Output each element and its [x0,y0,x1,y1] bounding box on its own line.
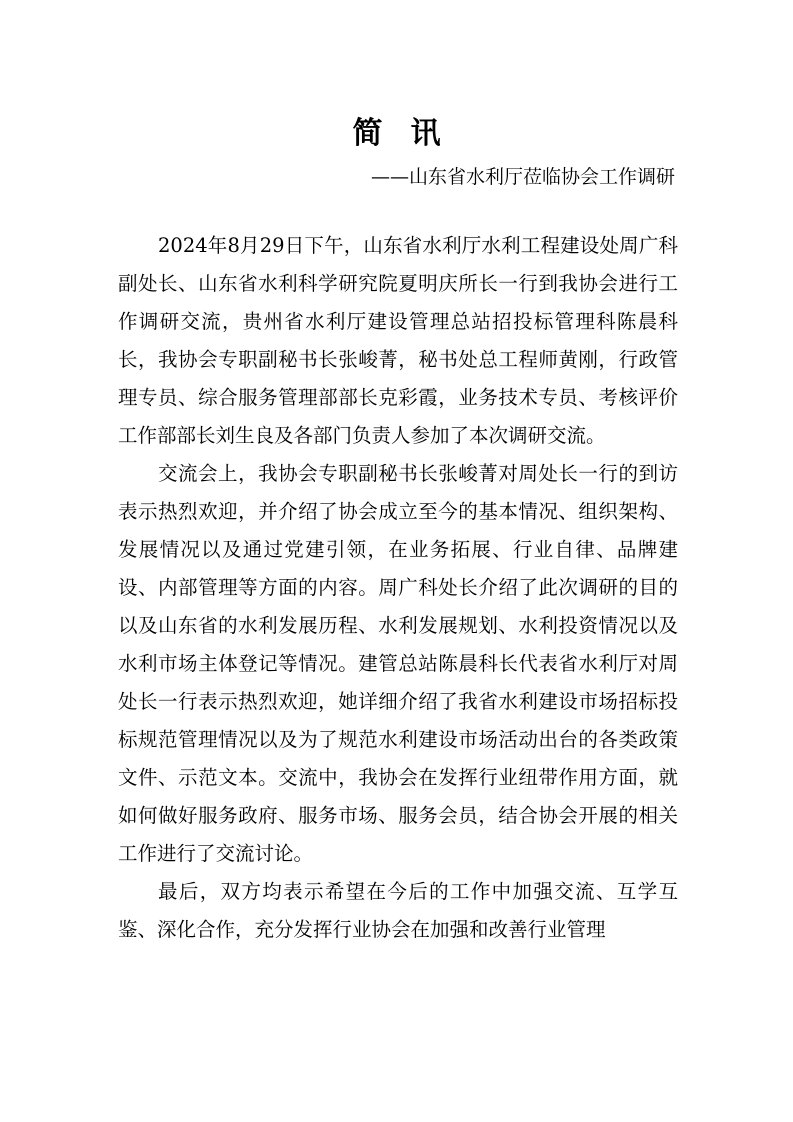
document-body [118,227,678,949]
document-title: 简讯 [352,116,469,151]
document-subtitle: ——山东省水利厅莅临协会工作调研 [370,166,675,188]
paragraph-1: 2024年8月29日下午，山东省水利厅水利工程建设处周广科副处长、山东省水利科学研究院夏明庆所长一行到我协会进行工作调研交流，贵州省水利厅建设管理总站招投标管理科陈晨科长，我协会专职副秘书长张峻菁，秘书处总工程师黄刚，行政管理专员、综合服务管理部部长克彩霞，业务技术专员、考核评价工作部部长刘生良及各部门负责人参加了本次调研交流。 [118,234,678,447]
paragraph-2: 交流会上，我协会专职副秘书长张峻菁对周处长一行的到访表示热烈欢迎，并介绍了协会成立至今的基本情况、组织架构、发展情况以及通过党建引领，在业务拓展、行业自律、品牌建设、内部管理等方面的内容。周广科处长介绍了此次调研的目的以及山东省的水利发展历程、水利发展规划、水利投资情况以及水利市场主体登记等情况。建管总站陈晨科长代表省水利厅对周处长一行表示热烈欢迎，她详细介绍了我省水利建设市场招标投标规范管理情况以及为了规范水利建设市场活动出台的各类政策文件、示范文本。交流中，我协会在发挥行业纽带作用方面，就如何做好服务政府、服务市场、服务会员，结合协会开展的相关工作进行了交流讨论。 [118,462,678,865]
paragraph-3: 最后，双方均表示希望在今后的工作中加强交流、互学互鉴、深化合作，充分发挥行业协会在加强和改善行业管理 [118,880,678,941]
